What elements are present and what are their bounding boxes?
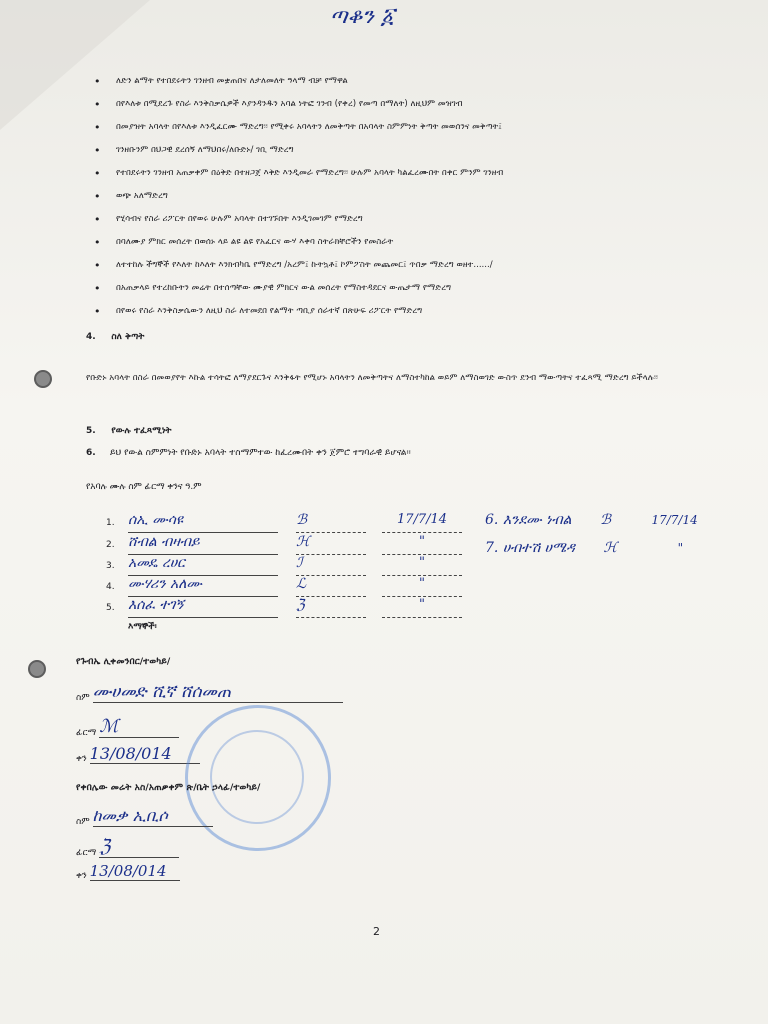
- section-number: 4.: [86, 332, 96, 342]
- list-item: • የተበደሩትን ገንዘብ አጠቃቀም በዕቅድ በተዘጋጀ እቅድ እንዲመራ የማድረግ፡፡ ሁሉም አባላት ካልፈረሙበት በቀር ምንም ገንዘብ: [80, 162, 720, 185]
- section-6-line: [86, 448, 411, 458]
- list-item: • ለተተከሉ ችግኞች የእለት ከእለት እንክብካቤ የማድረግ /አረም፤ ኩትኳቶ፤ ኮምፖስት መጨመር፤ ጥበቃ ማድረግ ወዘተ....../: [80, 254, 720, 277]
- list-item: • በመያዝት አባላት በየእለቱ እንዲፈርሙ ማድረግ፡፡ የሚቀሩ አባላትን ለመቅጣት በአባላት ስምምነት ቅጣት መወሰንና መቅጣት፤: [80, 116, 720, 139]
- member-name: ሀብተሽ ሀሜዳ: [502, 540, 575, 556]
- signature-table-title: የአባሉ ሙሉ ስም ፊርማ ቀንና ዓ.ም: [86, 482, 202, 492]
- field-label: ስም: [76, 817, 90, 827]
- chairman-date: 13/08/014: [90, 744, 200, 764]
- chairman-signature-field: [76, 716, 179, 738]
- member-name: ሰኢ ሙሳዩ: [128, 512, 278, 533]
- chairman-signature: ℳ: [99, 716, 179, 738]
- header-handwritten-note: ጣቆን ፩: [330, 4, 395, 29]
- section-text: ይህ የውል ስምምነት የቡድኑ አባላት ተስማምተው ከፈረሙበት ቀን ጀምሮ ተግባራዊ ይሆናል፡፡: [110, 448, 411, 458]
- row-number: 2.: [106, 540, 115, 550]
- field-label: ስም: [76, 693, 90, 703]
- member-signature: ℬ: [600, 512, 612, 528]
- member-row-extra: [485, 540, 683, 556]
- punch-hole: [28, 660, 46, 678]
- land-office-block-title: የቀበሌው መሬት አስ/አጠቃቀም ጽ/ቤት ኃላፊ/ተወካይ/: [76, 782, 261, 793]
- member-row: [106, 597, 466, 621]
- list-item: • የሂሳብና የስራ ሪፖርት በየወሩ ሁሉም አባላት በተገኙበት እንዲገመገም የማድረግ: [80, 208, 720, 231]
- punch-hole: [34, 370, 52, 388]
- chairman-date-field: [76, 744, 200, 764]
- page-number: 2: [373, 925, 380, 938]
- land-office-name: ከመቃ ኢቢሶ: [93, 806, 213, 827]
- section-5-heading: [86, 426, 171, 436]
- member-date: ": [382, 534, 462, 555]
- member-signature: ℬ: [296, 512, 366, 533]
- row-number: 4.: [106, 582, 115, 592]
- witnesses-heading: እማኞች፡: [128, 622, 157, 632]
- land-office-name-field: [76, 806, 213, 827]
- member-date: 17/7/14: [382, 512, 462, 533]
- member-row: [106, 512, 466, 536]
- member-row-extra: [485, 512, 698, 528]
- member-signature: ℐ: [296, 555, 366, 576]
- member-name: እንደሙ ነብል: [502, 512, 572, 528]
- chairman-block-title: የጉብኤ ሊቀመንበር/ተወካይ/: [76, 656, 171, 667]
- section-4-paragraph: የቡድኑ አባላት በስራ በመወያየት እኩል ተሳትፎ ለማያደርጉና እንቅፋት የሚሆኑ አባላትን ለመቅጣትና ለማስተካከል ወይም ለማስወገድ ውስጥ ደንብ ማውጣትና ተፈጻሚ ማድረግ ይችላሉ፡፡: [86, 373, 658, 383]
- land-office-signature: ℨ: [99, 836, 179, 858]
- row-number: 1.: [106, 518, 115, 528]
- field-label: ፊርማ: [76, 728, 97, 738]
- member-name: እሰፈ ተገኝ: [128, 597, 278, 618]
- duties-list: [80, 70, 720, 323]
- member-date: ": [382, 597, 462, 618]
- section-number: 5.: [86, 426, 96, 436]
- member-signature: ℒ: [296, 576, 366, 597]
- section-number: 6.: [86, 448, 96, 458]
- member-signature: ℋ: [603, 540, 618, 556]
- member-name: ሙሃሪን አለሙ: [128, 576, 278, 597]
- member-name: ሸብል ብዛብይ: [128, 534, 278, 555]
- row-number: 3.: [106, 561, 115, 571]
- office-stamp: [185, 705, 331, 851]
- list-item: • በየወሩ የስራ እንቅስቃሴውን ለዚህ ስራ ለተመደበ የልማት ጣቢያ ሰራተኛ በጽሁፍ ሪፖርት የማድረግ: [80, 300, 720, 323]
- list-item: • ለድን ልማት የተበደሩትን ገንዘብ መቋጠበና ለታለመለት ዓላማ ብቻ የማዋል: [80, 70, 720, 93]
- row-number: 6.: [485, 512, 499, 528]
- list-item: • ገንዘቡንም በህጋዊ ደረሰኝ ለማህበሩ/ለቡድኑ/ ገቢ ማድረግ: [80, 139, 720, 162]
- row-number: 5.: [106, 603, 115, 613]
- field-label: ቀን: [76, 754, 87, 764]
- list-item: • ወጭ አለማድረግ: [80, 185, 720, 208]
- member-date: ": [677, 541, 684, 555]
- section-title: የውሉ ተፈጻሚነት: [111, 426, 172, 436]
- member-date: ": [382, 576, 462, 597]
- land-office-date-field: [76, 862, 180, 881]
- list-item: • በአጠቃላይ የተረከቡትን መሬት በተሰጣቸው ሙያዊ ምክርና ውል መሰረት የማስተዳደርና ውጤታማ የማድረግ: [80, 277, 720, 300]
- member-date: ": [382, 555, 462, 576]
- chairman-name: ሙሀመድ ሺኛ ሸሰመጠ: [93, 682, 343, 703]
- land-office-signature-field: [76, 836, 179, 858]
- member-name: አመዴ ረሀር: [128, 555, 278, 576]
- land-office-date: 13/08/014: [90, 862, 180, 881]
- member-signature: ℋ: [296, 534, 366, 555]
- chairman-name-field: [76, 682, 343, 703]
- list-item: • በባለሙያ ምክር መሰረት በወሰኑ ላይ ልዩ ልዩ የአፈርና ውሃ እቀባ ስትራክቸሮችን የመስራት: [80, 231, 720, 254]
- field-label: ቀን: [76, 871, 87, 881]
- list-item: • በየእለቱ በሚደረጉ የስራ እንቅስቃሴዎች እያንዳንዱን አባል ነትፎ ገንብ (የቀረ) የመጣ በማለት) ለዚህም መዝገብ: [80, 93, 720, 116]
- field-label: ፊርማ: [76, 848, 97, 858]
- row-number: 7.: [485, 540, 499, 556]
- section-title: ስለ ቅጣት: [111, 332, 145, 342]
- section-4-heading: [86, 332, 144, 342]
- member-date: 17/7/14: [651, 513, 698, 527]
- member-signature: ℨ: [296, 597, 366, 618]
